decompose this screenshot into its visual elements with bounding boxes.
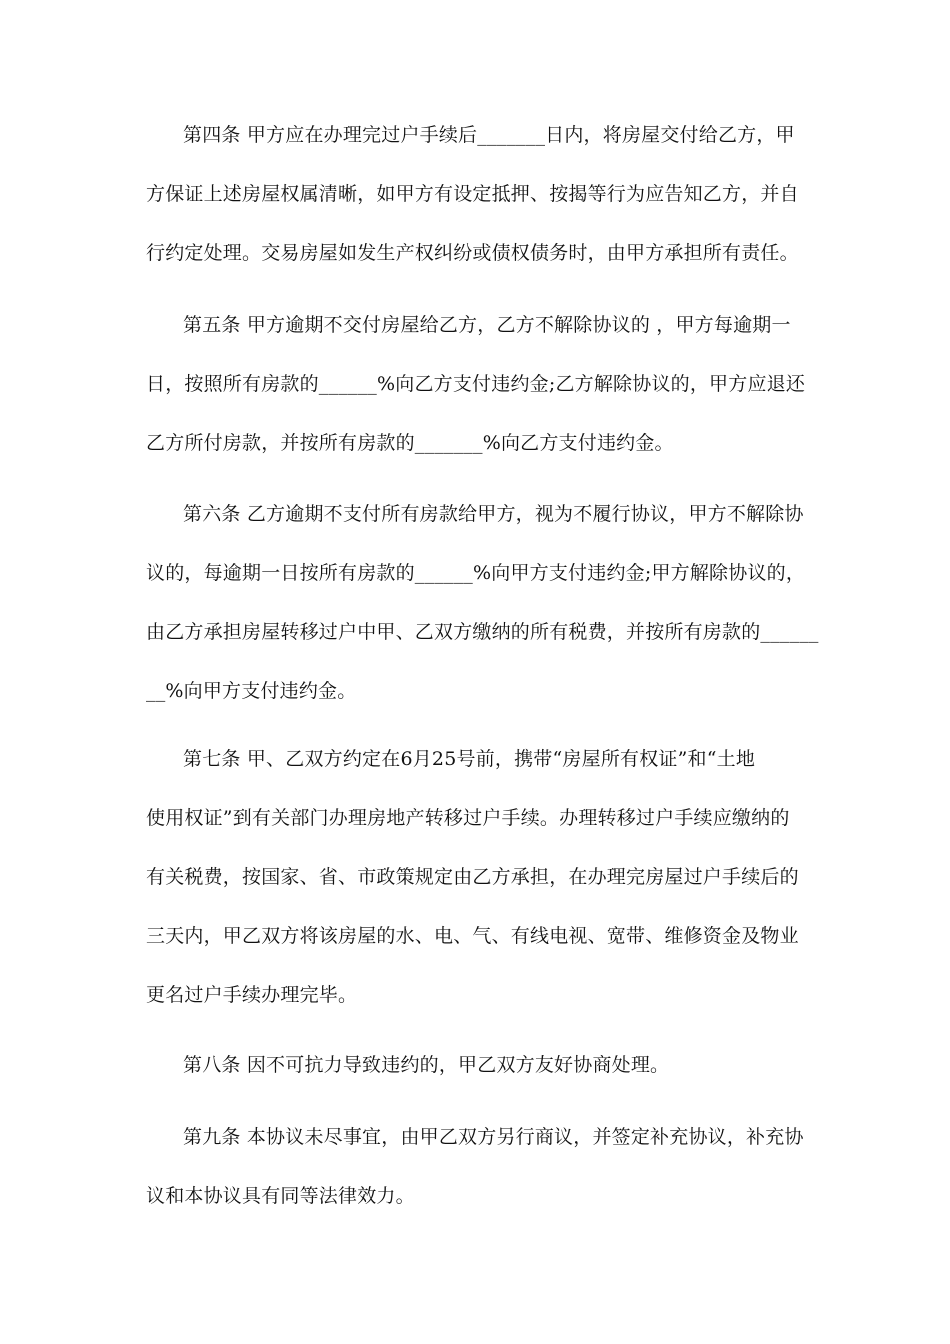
article-line: 三天内，甲乙双方将该房屋的水、电、气、有线电视、宽带、维修资金及物业 — [146, 925, 799, 947]
article-line: 第六条 乙方逾期不支付所有房款给甲方，视为不履行协议，甲方不解除协 — [183, 503, 804, 525]
article-line: 第五条 甲方逾期不交付房屋给乙方，乙方不解除协议的 ，甲方每逾期一 — [183, 314, 791, 336]
article-line: 议和本协议具有同等法律效力。 — [146, 1185, 415, 1207]
article-line: 行约定处理。交易房屋如发生产权纠纷或债权债务时，由甲方承担所有责任。 — [146, 242, 799, 264]
article-line: 使用权证”到有关部门办理房地产转移过户手续。办理转移过户手续应缴纳的 — [146, 807, 790, 829]
article-line: 更名过户手续办理完毕。 — [146, 984, 358, 1006]
article-5 — [146, 296, 810, 473]
article-9 — [146, 1108, 810, 1226]
article-line: 由乙方承担房屋转移过户中甲、乙双方缴纳的所有税费，并按所有房款的______ — [146, 621, 819, 643]
article-line: 日，按照所有房款的______%向乙方支付违约金;乙方解除协议的，甲方应退还 — [146, 373, 806, 395]
article-line: 第四条 甲方应在办理完过户手续后_______日内，将房屋交付给乙方，甲 — [183, 124, 795, 146]
article-line: __%向甲方支付违约金。 — [146, 680, 357, 702]
article-6 — [146, 485, 819, 721]
article-line: 方保证上述房屋权属清晰，如甲方有设定抵押、按揭等行为应告知乙方，并自 — [146, 183, 799, 205]
article-line: 第九条 本协议未尽事宜，由甲乙双方另行商议，并签定补充协议，补充协 — [183, 1126, 804, 1148]
article-line: 第七条 甲、乙双方约定在6月25号前，携带“房屋所有权证”和“土地 — [183, 748, 756, 770]
article-7 — [146, 730, 810, 1025]
article-line: 议的，每逾期一日按所有房款的______%向甲方支付违约金;甲方解除协议的， — [146, 562, 806, 584]
article-line: 乙方所付房款，并按所有房款的_______%向乙方支付违约金。 — [146, 432, 674, 454]
article-8 — [146, 1036, 810, 1095]
article-line: 有关税费，按国家、省、市政策规定由乙方承担，在办理完房屋过户手续后的 — [146, 866, 799, 888]
article-4 — [146, 106, 810, 283]
article-line: 第八条 因不可抗力导致违约的，甲乙双方友好协商处理。 — [183, 1054, 670, 1076]
